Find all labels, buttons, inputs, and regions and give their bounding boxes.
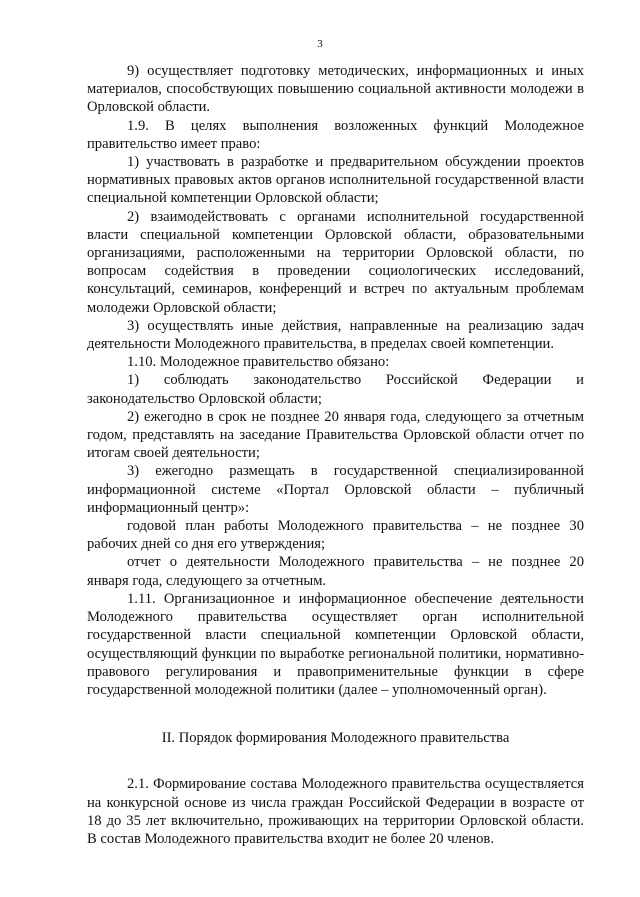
- paragraph-right-1: 1) участвовать в разработке и предварительном обсуждении проектов нормативных правовых актов органов исполнительной государственной власти специальной компетенции Орловской области;: [87, 154, 584, 207]
- paragraph-duty-3: 3) ежегодно размещать в государственной специализированной информационной системе «Портал Орловской области – публичный информационный центр»:: [87, 463, 584, 516]
- paragraph-right-3: 3) осуществлять иные действия, направленные на реализацию задач деятельности Молодежного правительства, в пределах своей компетенции.: [87, 317, 584, 353]
- page-body: [87, 62, 584, 848]
- paragraph-2-1: 2.1. Формирование состава Молодежного правительства осуществляется на конкурсной основе из числа граждан Российской Федерации в возрасте от 18 до 35 лет включительно, проживающих на территории Орловской области. В состав Молодежного правительства входит не более 20 членов.: [87, 776, 584, 847]
- paragraph-item-9: 9) осуществляет подготовку методических, информационных и иных материалов, способствующих повышению социальной активности молодежи в Орловской области.: [87, 63, 584, 116]
- paragraph-duty-2: 2) ежегодно в срок не позднее 20 января года, следующего за отчетным годом, представлять на заседание Правительства Орловской области отчет по итогам своей деятельности;: [87, 408, 584, 462]
- paragraph-1-9: 1.9. В целях выполнения возложенных функций Молодежное правительство имеет право:: [87, 117, 584, 152]
- paragraph-1-11: 1.11. Организационное и информационное обеспечение деятельности Молодежного правительства осуществляет орган исполнительной государственной власти специальной компетенции Орловской области, осуществляющий функции по выработке региональной политики, нормативно-правового регулирования и правоприменительные функции в сфере государственной молодежной политики (далее – уполномоченный орган).: [87, 590, 584, 698]
- paragraph-right-2: 2) взаимодействовать с органами исполнительной государственной власти специальной компетенции Орловской области, образовательными организациями, расположенными на территории Орловской области, по вопросам содействия в проведении социологических исследований, консультаций, семинаров, конференций и встреч по актуальным проблемам молодежи Орловской области;: [87, 208, 584, 316]
- page-number: 3: [317, 38, 323, 50]
- paragraph-annual-plan: годовой план работы Молодежного правительства – не позднее 30 рабочих дней со дня его утверждения;: [87, 518, 584, 553]
- paragraph-duty-1: 1) соблюдать законодательство Российской Федерации и законодательство Орловской области;: [87, 372, 584, 407]
- section-heading: II. Порядок формирования Молодежного правительства: [161, 730, 510, 747]
- paragraph-annual-report: отчет о деятельности Молодежного правительства – не позднее 20 января года, следующего за отчетным.: [87, 554, 584, 589]
- paragraph-1-10: 1.10. Молодежное правительство обязано:: [127, 354, 390, 371]
